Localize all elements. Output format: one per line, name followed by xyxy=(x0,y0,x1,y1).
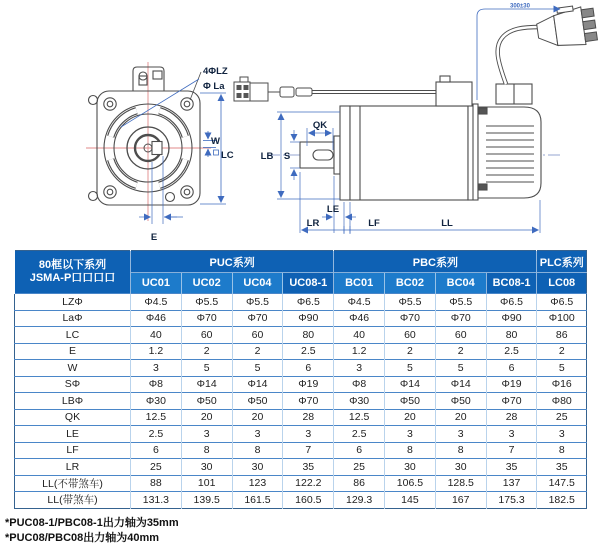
spec-cell: 80 xyxy=(486,327,537,344)
col-header-bc08-1: BC08-1 xyxy=(486,273,537,294)
spec-cell: 2 xyxy=(537,343,587,360)
spec-cell: Φ16 xyxy=(537,376,587,393)
row-label: E xyxy=(15,343,131,360)
spec-cell: Φ70 xyxy=(486,393,537,410)
power-plug xyxy=(535,3,598,51)
label-cable-length: 300±30 xyxy=(510,3,530,10)
spec-cell: 88 xyxy=(131,475,182,492)
col-header-uc01: UC01 xyxy=(131,273,182,294)
col-header-uc02: UC02 xyxy=(181,273,232,294)
spec-cell: Φ19 xyxy=(283,376,334,393)
table-row xyxy=(15,376,587,393)
row-label: LZΦ xyxy=(15,294,131,311)
spec-cell: 2.5 xyxy=(486,343,537,360)
spec-cell: Φ5.5 xyxy=(435,294,486,311)
footnote-2: *PUC08/PBC08出力轴为40mm xyxy=(5,531,160,544)
series-model-line1: 80框以下系列 xyxy=(38,259,107,271)
spec-cell: 20 xyxy=(181,409,232,426)
spec-cell: 5 xyxy=(385,360,436,377)
spec-cell: Φ90 xyxy=(283,310,334,327)
label-lf: LF xyxy=(368,218,380,229)
col-header-lc08: LC08 xyxy=(537,273,587,294)
spec-cell: Φ70 xyxy=(232,310,283,327)
label-le: LE xyxy=(326,204,340,215)
spec-cell: Φ5.5 xyxy=(181,294,232,311)
spec-cell: 2 xyxy=(232,343,283,360)
spec-table xyxy=(14,250,587,509)
spec-cell: 3 xyxy=(385,426,436,443)
spec-cell: Φ19 xyxy=(486,376,537,393)
label-phi-la: Φ La xyxy=(203,81,225,92)
spec-cell: Φ30 xyxy=(131,393,182,410)
spec-cell: Φ5.5 xyxy=(232,294,283,311)
spec-cell: 2.5 xyxy=(283,343,334,360)
row-label: QK xyxy=(15,409,131,426)
spec-cell: 147.5 xyxy=(537,475,587,492)
col-header-bc02: BC02 xyxy=(385,273,436,294)
spec-cell: 20 xyxy=(385,409,436,426)
row-label: LF xyxy=(15,442,131,459)
spec-cell: 7 xyxy=(283,442,334,459)
spec-cell: 6 xyxy=(131,442,182,459)
spec-cell: 86 xyxy=(334,475,385,492)
spec-cell: Φ70 xyxy=(385,310,436,327)
spec-cell: 60 xyxy=(435,327,486,344)
spec-cell: 2.5 xyxy=(334,426,385,443)
spec-cell: 3 xyxy=(486,426,537,443)
spec-cell: 160.5 xyxy=(283,492,334,509)
spec-cell: 3 xyxy=(131,360,182,377)
spec-cell: 145 xyxy=(385,492,436,509)
col-header-uc04: UC04 xyxy=(232,273,283,294)
spec-cell: 6 xyxy=(334,442,385,459)
spec-cell: 35 xyxy=(537,459,587,476)
spec-cell: 3 xyxy=(232,426,283,443)
spec-cell: 128.5 xyxy=(435,475,486,492)
spec-cell: 60 xyxy=(385,327,436,344)
spec-cell: Φ6.5 xyxy=(486,294,537,311)
spec-cell: 129.3 xyxy=(334,492,385,509)
row-label: LL(不带煞车) xyxy=(15,475,131,492)
spec-cell: Φ50 xyxy=(181,393,232,410)
row-label: SΦ xyxy=(15,376,131,393)
spec-cell: 7 xyxy=(486,442,537,459)
label-qk: QK xyxy=(312,120,328,131)
spec-cell: Φ80 xyxy=(537,393,587,410)
spec-cell: Φ30 xyxy=(334,393,385,410)
spec-cell: 5 xyxy=(181,360,232,377)
footnotes xyxy=(5,516,600,546)
spec-cell: Φ70 xyxy=(181,310,232,327)
spec-cell: 1.2 xyxy=(131,343,182,360)
spec-cell: 3 xyxy=(181,426,232,443)
spec-cell: Φ70 xyxy=(283,393,334,410)
label-lb: LB xyxy=(260,151,274,162)
dimension-diagram xyxy=(0,0,600,248)
table-row xyxy=(15,310,587,327)
spec-cell: Φ50 xyxy=(385,393,436,410)
footnote-1: *PUC08-1/PBC08-1出力轴为35mm xyxy=(5,516,179,529)
spec-cell: 35 xyxy=(486,459,537,476)
spec-cell: Φ14 xyxy=(385,376,436,393)
spec-cell: 2.5 xyxy=(131,426,182,443)
col-header-bc01: BC01 xyxy=(334,273,385,294)
row-label: LaΦ xyxy=(15,310,131,327)
label-s: S xyxy=(283,151,291,162)
spec-cell: 28 xyxy=(486,409,537,426)
row-label: W xyxy=(15,360,131,377)
power-cable xyxy=(498,3,598,84)
spec-cell: Φ14 xyxy=(435,376,486,393)
spec-cell: 30 xyxy=(181,459,232,476)
spec-cell: 60 xyxy=(232,327,283,344)
spec-cell: Φ4.5 xyxy=(334,294,385,311)
row-label: LR xyxy=(15,459,131,476)
label-lc: LC xyxy=(221,150,234,161)
spec-cell: 167 xyxy=(435,492,486,509)
cable-gland xyxy=(133,67,164,91)
table-row xyxy=(15,475,587,492)
group-header-puc: PUC系列 xyxy=(131,251,334,273)
spec-cell: 5 xyxy=(232,360,283,377)
spec-cell: 3 xyxy=(283,426,334,443)
label-4philz: 4ΦLZ xyxy=(203,66,228,77)
spec-cell: 182.5 xyxy=(537,492,587,509)
spec-cell: Φ6.5 xyxy=(537,294,587,311)
group-header-pbc: PBC系列 xyxy=(334,251,537,273)
spec-cell: 6 xyxy=(486,360,537,377)
table-row xyxy=(15,343,587,360)
spec-cell: 3 xyxy=(334,360,385,377)
spec-cell: 60 xyxy=(181,327,232,344)
spec-cell: 122.2 xyxy=(283,475,334,492)
row-label: LC xyxy=(15,327,131,344)
table-group-header-row xyxy=(15,251,587,273)
series-model-line2: JSMA-P口口口口 xyxy=(29,272,116,284)
spec-cell: Φ14 xyxy=(181,376,232,393)
spec-cell: 12.5 xyxy=(334,409,385,426)
col-header-bc04: BC04 xyxy=(435,273,486,294)
label-e: E xyxy=(150,232,158,243)
table-row xyxy=(15,426,587,443)
table-row xyxy=(15,327,587,344)
table-row xyxy=(15,442,587,459)
spec-cell: 25 xyxy=(131,459,182,476)
table-row xyxy=(15,409,587,426)
spec-cell: 139.5 xyxy=(181,492,232,509)
spec-cell: 20 xyxy=(232,409,283,426)
spec-cell: 80 xyxy=(283,327,334,344)
side-view-drawing xyxy=(234,3,598,234)
spec-cell: 35 xyxy=(283,459,334,476)
spec-cell: 8 xyxy=(385,442,436,459)
spec-cell: 175.3 xyxy=(486,492,537,509)
table-row xyxy=(15,294,587,311)
spec-cell: 40 xyxy=(131,327,182,344)
label-w: W xyxy=(211,136,220,147)
spec-cell: Φ50 xyxy=(232,393,283,410)
spec-cell: Φ14 xyxy=(232,376,283,393)
spec-cell: 12.5 xyxy=(131,409,182,426)
encoder-cable xyxy=(234,77,436,101)
spec-cell: Φ8 xyxy=(131,376,182,393)
spec-cell: 8 xyxy=(537,442,587,459)
spec-cell: 137 xyxy=(486,475,537,492)
spec-cell: 20 xyxy=(435,409,486,426)
spec-cell: 28 xyxy=(283,409,334,426)
spec-cell: 2 xyxy=(181,343,232,360)
table-row xyxy=(15,492,587,509)
spec-cell: 1.2 xyxy=(334,343,385,360)
spec-cell: 8 xyxy=(232,442,283,459)
col-header-uc08-1: UC08-1 xyxy=(283,273,334,294)
row-label: LE xyxy=(15,426,131,443)
spec-cell: Φ5.5 xyxy=(385,294,436,311)
spec-cell: Φ50 xyxy=(435,393,486,410)
front-view-drawing xyxy=(86,62,234,243)
spec-cell: 101 xyxy=(181,475,232,492)
spec-cell: 25 xyxy=(334,459,385,476)
spec-cell: 2 xyxy=(435,343,486,360)
spec-cell: Φ46 xyxy=(334,310,385,327)
spec-cell: Φ90 xyxy=(486,310,537,327)
spec-cell: 8 xyxy=(181,442,232,459)
spec-cell: Φ8 xyxy=(334,376,385,393)
spec-cell: 5 xyxy=(435,360,486,377)
label-lr: LR xyxy=(306,218,320,229)
spec-cell: 30 xyxy=(232,459,283,476)
spec-cell: Φ100 xyxy=(537,310,587,327)
spec-cell: Φ46 xyxy=(131,310,182,327)
group-header-plc: PLC系列 xyxy=(537,251,587,273)
spec-cell: 131.3 xyxy=(131,492,182,509)
spec-cell: 106.5 xyxy=(385,475,436,492)
spec-cell: Φ6.5 xyxy=(283,294,334,311)
table-row xyxy=(15,459,587,476)
motor-drawing-svg xyxy=(0,0,600,248)
spec-cell: 123 xyxy=(232,475,283,492)
motor-body xyxy=(300,76,541,200)
table-row xyxy=(15,393,587,410)
spec-cell: 30 xyxy=(435,459,486,476)
table-row xyxy=(15,360,587,377)
spec-cell: 6 xyxy=(283,360,334,377)
spec-cell: Φ70 xyxy=(435,310,486,327)
row-label: LBΦ xyxy=(15,393,131,410)
spec-cell: 86 xyxy=(537,327,587,344)
spec-cell: 5 xyxy=(537,360,587,377)
spec-cell: 2 xyxy=(385,343,436,360)
spec-cell: 25 xyxy=(537,409,587,426)
label-ll: LL xyxy=(441,218,453,229)
spec-cell: 3 xyxy=(537,426,587,443)
spec-cell: 3 xyxy=(435,426,486,443)
series-model-header xyxy=(15,251,131,294)
spec-cell: Φ4.5 xyxy=(131,294,182,311)
spec-cell: 40 xyxy=(334,327,385,344)
spec-cell: 30 xyxy=(385,459,436,476)
spec-cell: 161.5 xyxy=(232,492,283,509)
row-label: LL(带煞车) xyxy=(15,492,131,509)
spec-cell: 8 xyxy=(435,442,486,459)
